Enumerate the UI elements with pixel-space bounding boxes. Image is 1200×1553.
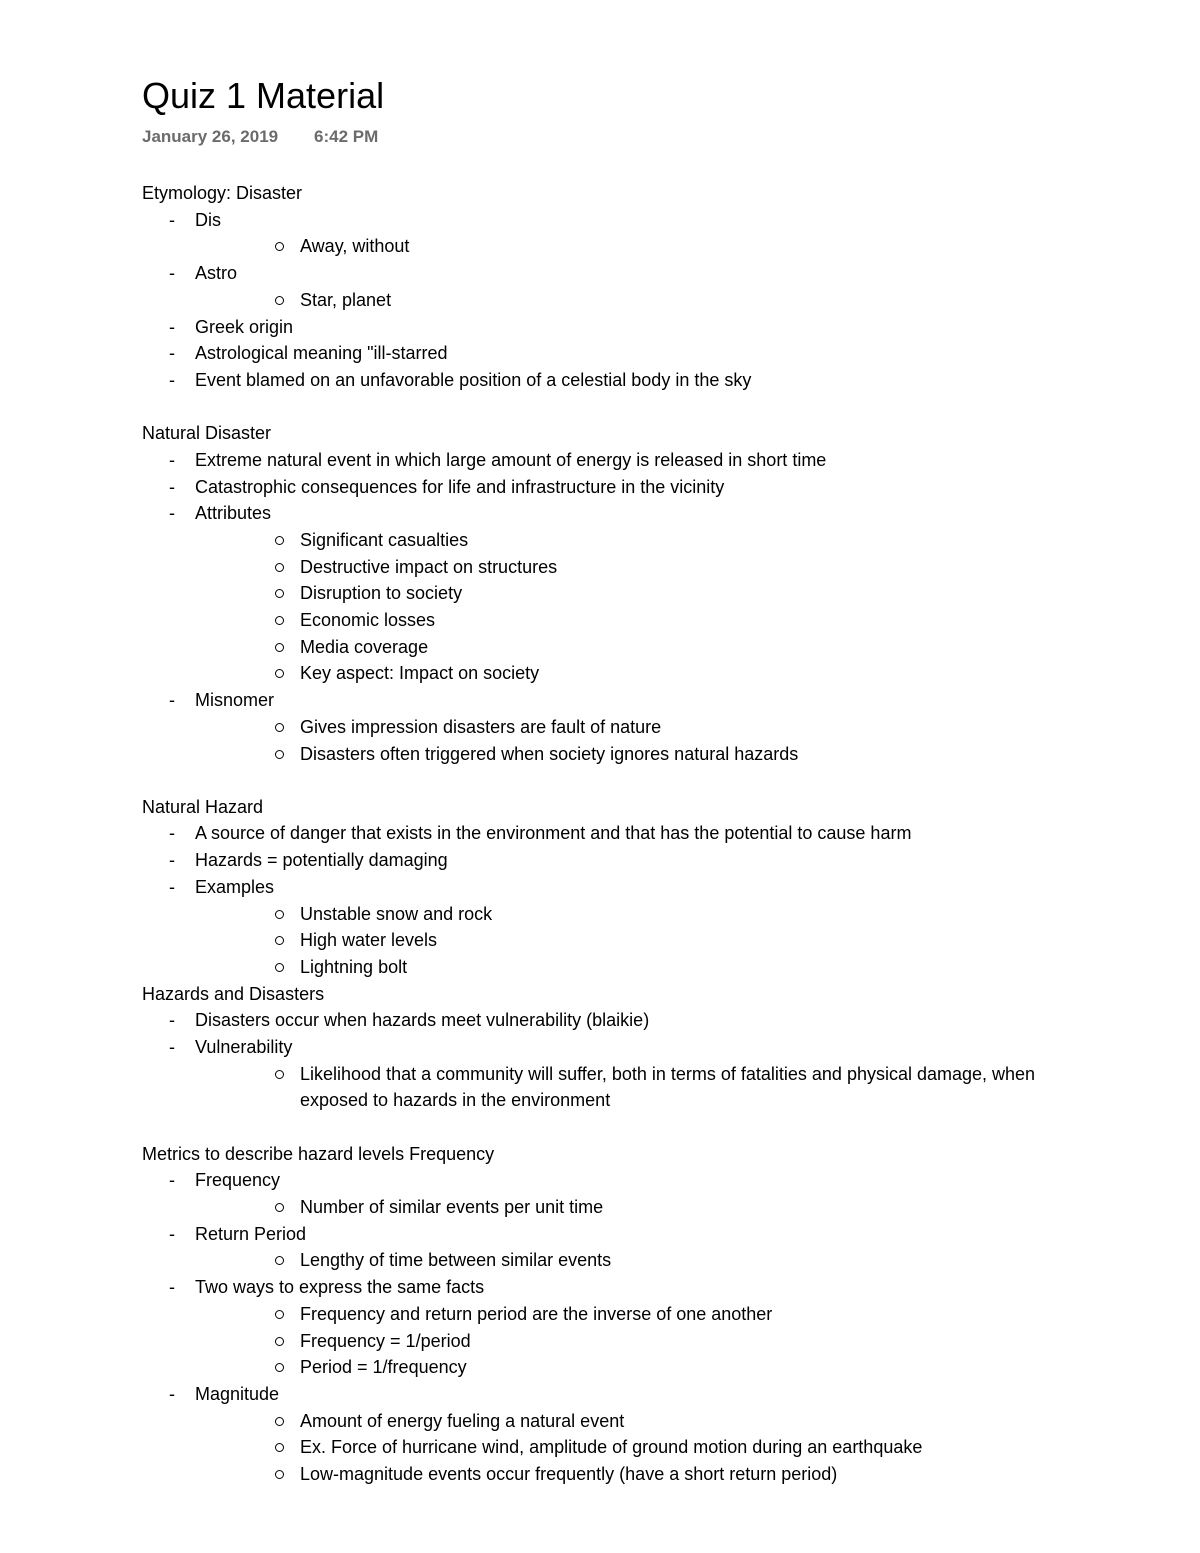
sub-list-item [195, 233, 1142, 260]
dash-bullet-icon: - [169, 369, 175, 390]
sub-list-item [195, 741, 1142, 768]
list-item-text: Attributes [195, 503, 272, 524]
sub-list-item [195, 634, 1142, 661]
dash-bullet-icon: - [169, 1010, 175, 1031]
section-heading: Etymology: Disaster [142, 183, 303, 203]
dash-bullet-icon: - [169, 476, 175, 497]
sub-list-item-text: Away, without [300, 236, 410, 257]
dash-bullet-icon: - [169, 876, 175, 897]
section [142, 794, 1142, 981]
sub-bullet-list [248, 1194, 1142, 1221]
sub-list-item-text: Likelihood that a community will suffer, both in terms of fatalities and physical damage, when exposed to hazards in the environment [300, 1063, 1036, 1111]
list-item-text: Event blamed on an unfavorable position of a celestial body in the sky [195, 369, 752, 390]
list-item-text: Disasters occur when hazards meet vulnerability (blaikie) [195, 1010, 650, 1031]
circle-bullet-icon [275, 296, 284, 305]
sub-bullet-list [248, 901, 1142, 981]
sub-list-item-text: Amount of energy fueling a natural event [300, 1410, 625, 1431]
list-item [142, 687, 1142, 767]
sub-list-item-text: Media coverage [300, 636, 429, 657]
circle-bullet-icon [275, 563, 284, 572]
list-item [142, 314, 1142, 341]
note-page [142, 72, 1142, 1488]
list-item-text: Misnomer [195, 690, 275, 711]
list-item-text: Astro [195, 263, 238, 284]
circle-bullet-icon [275, 750, 284, 759]
list-item [142, 874, 1142, 981]
sub-bullet-list [248, 714, 1142, 767]
list-item-text: Frequency [195, 1170, 281, 1191]
circle-bullet-icon [275, 616, 284, 625]
sub-list-item [195, 607, 1142, 634]
list-item [142, 1381, 1142, 1488]
circle-bullet-icon [275, 1203, 284, 1212]
circle-bullet-icon [275, 1417, 284, 1426]
list-item [142, 1034, 1142, 1114]
list-item-text: Astrological meaning "ill-starred [195, 343, 448, 364]
sub-list-item [195, 1247, 1142, 1274]
list-item-text: A source of danger that exists in the environment and that has the potential to cause harm [195, 823, 912, 844]
dash-bullet-icon: - [169, 343, 175, 364]
sub-bullet-list [248, 1061, 1142, 1114]
section [142, 981, 1142, 1115]
dash-bullet-icon: - [169, 209, 175, 230]
list-item-text: Dis [195, 209, 221, 230]
circle-bullet-icon [275, 723, 284, 732]
sub-list-item [195, 527, 1142, 554]
sub-list-item [195, 554, 1142, 581]
list-item [142, 367, 1142, 394]
dash-bullet-icon: - [169, 316, 175, 337]
sub-list-item [195, 1434, 1142, 1461]
list-item [142, 500, 1142, 687]
list-item-text: Extreme natural event in which large amount of energy is released in short time [195, 449, 827, 470]
sub-list-item [195, 1194, 1142, 1221]
sub-list-item-text: Star, planet [300, 289, 392, 310]
dash-bullet-icon: - [169, 1170, 175, 1191]
circle-bullet-icon [275, 1070, 284, 1079]
sub-list-item-text: High water levels [300, 930, 438, 951]
list-item-text: Return Period [195, 1223, 307, 1244]
list-item [142, 260, 1142, 313]
list-item-text: Greek origin [195, 316, 294, 337]
section [142, 180, 1142, 394]
dash-bullet-icon: - [169, 449, 175, 470]
sub-list-item-text: Disasters often triggered when society ignores natural hazards [300, 743, 799, 764]
sub-list-item-text: Gives impression disasters are fault of nature [300, 716, 662, 737]
sub-list-item-text: Economic losses [300, 610, 436, 631]
sub-list-item [195, 1354, 1142, 1381]
list-item [142, 1167, 1142, 1220]
list-item [142, 1274, 1142, 1381]
sub-list-item [195, 287, 1142, 314]
list-item [142, 1221, 1142, 1274]
sub-list-item [195, 1408, 1142, 1435]
list-item-text: Vulnerability [195, 1037, 293, 1058]
sub-list-item [195, 901, 1142, 928]
list-item-text: Two ways to express the same facts [195, 1277, 485, 1298]
list-item-text: Hazards = potentially damaging [195, 850, 448, 871]
section-heading: Natural Hazard [142, 796, 264, 817]
sub-list-item-text: Period = 1/frequency [300, 1357, 467, 1378]
dash-bullet-icon: - [169, 1223, 175, 1244]
sub-list-item [195, 927, 1142, 954]
dash-bullet-icon: - [169, 823, 175, 844]
page-title: Quiz 1 Material [142, 75, 385, 116]
circle-bullet-icon [275, 963, 284, 972]
sub-list-item-text: Frequency and return period are the inverse of one another [300, 1303, 773, 1324]
list-item [142, 847, 1142, 874]
circle-bullet-icon [275, 643, 284, 652]
sub-list-item-text: Significant casualties [300, 529, 469, 550]
sub-bullet-list [248, 233, 1142, 260]
section-heading: Metrics to describe hazard levels Frequency [142, 1143, 495, 1164]
section-heading: Hazards and Disasters [142, 983, 325, 1004]
list-item [142, 474, 1142, 501]
note-timestamp [142, 126, 1142, 148]
sub-bullet-list [248, 287, 1142, 314]
bullet-list [142, 207, 1142, 394]
sub-list-item [195, 1328, 1142, 1355]
circle-bullet-icon [275, 910, 284, 919]
section [142, 420, 1142, 767]
sub-list-item-text: Ex. Force of hurricane wind, amplitude of ground motion during an earthquake [300, 1437, 923, 1458]
circle-bullet-icon [275, 1470, 284, 1479]
list-item [142, 340, 1142, 367]
circle-bullet-icon [275, 1337, 284, 1346]
list-item [142, 820, 1142, 847]
dash-bullet-icon: - [169, 850, 175, 871]
circle-bullet-icon [275, 536, 284, 545]
sub-list-item [195, 1301, 1142, 1328]
note-date: January 26, 2019 [142, 127, 279, 146]
note-body [142, 180, 1142, 1488]
dash-bullet-icon: - [169, 1277, 175, 1298]
sub-list-item [195, 580, 1142, 607]
sub-list-item-text: Low-magnitude events occur frequently (have a short return period) [300, 1464, 838, 1485]
sub-bullet-list [248, 1301, 1142, 1381]
circle-bullet-icon [275, 1310, 284, 1319]
list-item-text: Examples [195, 876, 275, 897]
list-item [142, 447, 1142, 474]
list-item-text: Catastrophic consequences for life and infrastructure in the vicinity [195, 476, 725, 497]
list-item-text: Magnitude [195, 1383, 280, 1404]
bullet-list [142, 1007, 1142, 1114]
sub-list-item-text: Destructive impact on structures [300, 556, 558, 577]
sub-bullet-list [248, 1408, 1142, 1488]
section [142, 1141, 1142, 1488]
sub-list-item [195, 1061, 1142, 1114]
sub-list-item-text: Number of similar events per unit time [300, 1197, 604, 1218]
sub-list-item [195, 660, 1142, 687]
sub-list-item-text: Lengthy of time between similar events [300, 1250, 612, 1271]
sub-list-item-text: Frequency = 1/period [300, 1330, 471, 1351]
dash-bullet-icon: - [169, 503, 175, 524]
sub-list-item-text: Unstable snow and rock [300, 903, 493, 924]
sub-list-item [195, 954, 1142, 981]
bullet-list [142, 447, 1142, 767]
dash-bullet-icon: - [169, 1383, 175, 1404]
list-item [142, 1007, 1142, 1034]
sub-list-item-text: Lightning bolt [300, 956, 408, 977]
note-time: 6:42 PM [314, 127, 379, 146]
section-heading: Natural Disaster [142, 423, 272, 444]
sub-bullet-list [248, 1247, 1142, 1274]
dash-bullet-icon: - [169, 1037, 175, 1058]
sub-bullet-list [248, 527, 1142, 687]
sub-list-item-text: Disruption to society [300, 583, 463, 604]
sub-list-item [195, 1461, 1142, 1488]
bullet-list [142, 820, 1142, 980]
bullet-list [142, 1167, 1142, 1487]
list-item [142, 207, 1142, 260]
sub-list-item-text: Key aspect: Impact on society [300, 663, 540, 684]
dash-bullet-icon: - [169, 690, 175, 711]
sub-list-item [195, 714, 1142, 741]
dash-bullet-icon: - [169, 263, 175, 284]
